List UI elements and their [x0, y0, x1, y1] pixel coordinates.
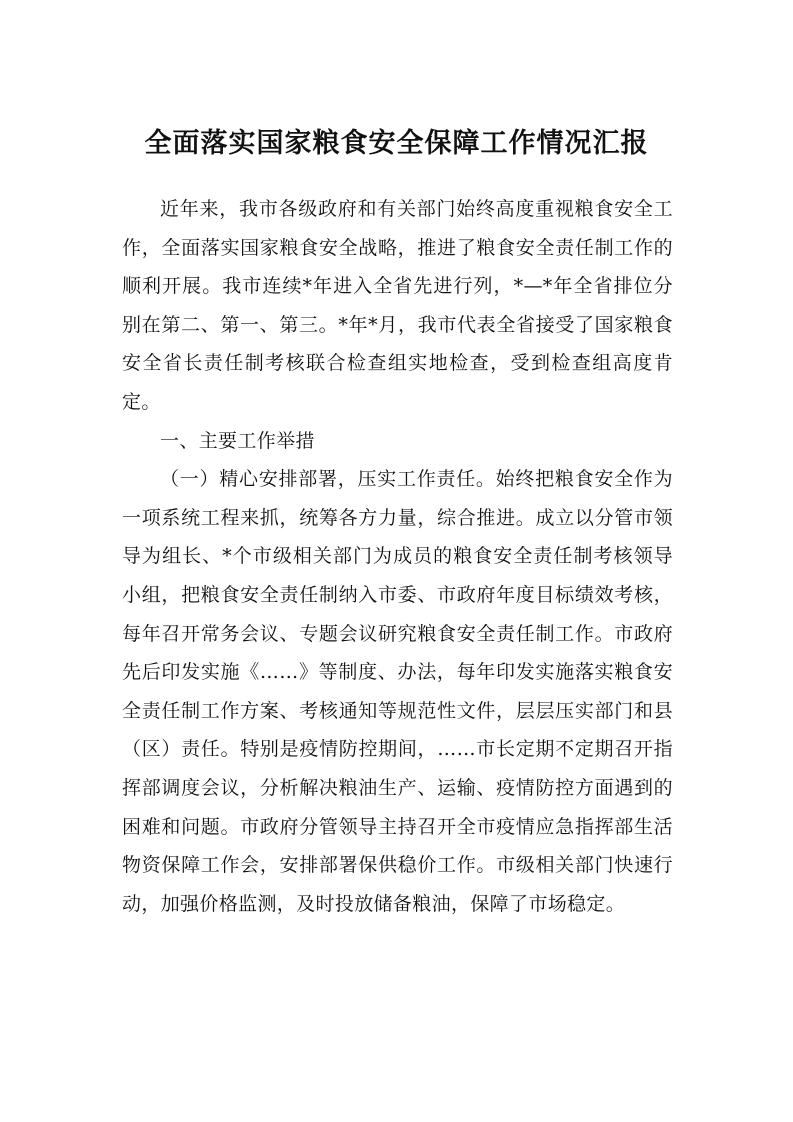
section-heading: 一、主要工作举措: [160, 429, 315, 452]
document-title: 全面落实国家粮食安全保障工作情况汇报: [144, 128, 649, 159]
intro-paragraph: 近年来，我市各级政府和有关部门始终高度重视粮食安全工作，全面落实国家粮食安全战略，推进了粮食安全责任制工作的顺利开展。我市连续*年进入全省先进行列，*—*年全省排位分别在第二、第一、第三。*年*月，我市代表全省接受了国家粮食安全省长责任制考核联合检查组实地检查，受到检查组高度肯定。: [122, 198, 673, 413]
section-paragraph: （一）精心安排部署，压实工作责任。始终把粮食安全作为一项系统工程来抓，统筹各方力量，综合推进。成立以分管市领导为组长、*个市级相关部门为成员的粮食安全责任制考核领导小组，把粮食安全责任制纳入市委、市政府年度目标绩效考核，每年召开常务会议、专题会议研究粮食安全责任制工作。市政府先后印发实施《……》等制度、办法，每年印发实施落实粮食安全责任制工作方案、考核通知等规范性文件，层层压实部门和县（区）责任。特别是疫情防控期间，……市长定期不定期召开指挥部调度会议，分析解决粮油生产、运输、疫情防控方面遇到的困难和问题。市政府分管领导主持召开全市疫情应急指挥部生活物资保障工作会，安排部署保供稳价工作。市级相关部门快速行动，加强价格监测，及时投放储备粮油，保障了市场稳定。: [122, 468, 673, 915]
document-body: [122, 190, 673, 923]
